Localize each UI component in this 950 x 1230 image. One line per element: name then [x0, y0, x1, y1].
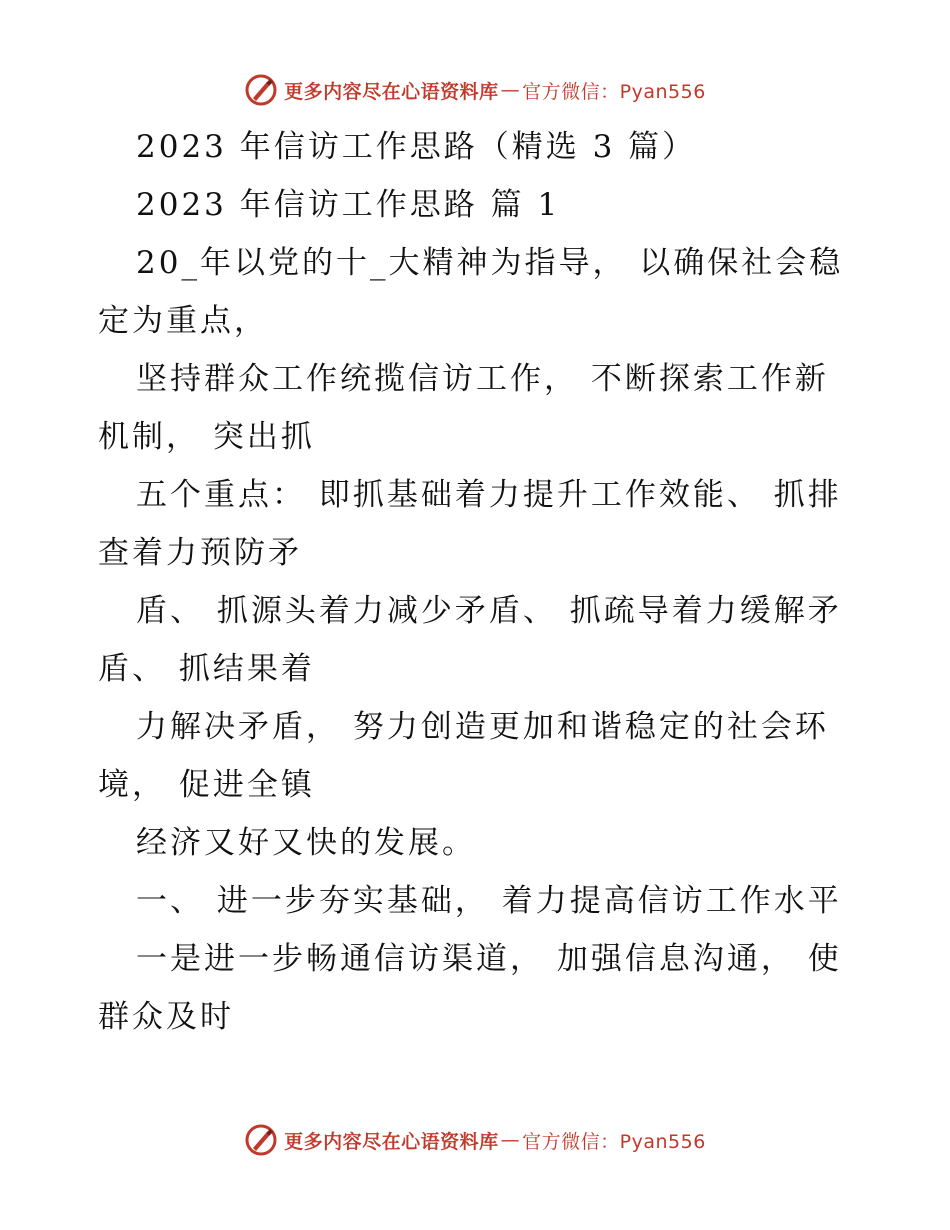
paragraph-line: 20_年以党的十_大精神为指导， 以确保社会稳 [136, 245, 844, 281]
watermark-wechat: 官方微信：Pyan556 [522, 80, 706, 103]
paragraph-line: 经济又好又快的发展。 [136, 825, 476, 861]
document-body [98, 118, 858, 1046]
paragraph-line: 境， 促进全镇 [98, 767, 315, 803]
doc-subtitle: 2023 年信访工作思路 篇 1 [136, 187, 561, 223]
watermark-wechat: 官方微信：Pyan556 [522, 1130, 706, 1153]
pen-logo-icon [244, 1123, 278, 1157]
watermark-separator: — [500, 79, 521, 101]
doc-title: 2023 年信访工作思路（精选 3 篇） [136, 129, 697, 165]
paragraph-line: 群众及时 [98, 999, 234, 1035]
watermark-text: 更多内容尽在心语资料库 [284, 1130, 499, 1153]
paragraph-line: 力解决矛盾， 努力创造更加和谐稳定的社会环 [136, 709, 829, 745]
paragraph-line: 查着力预防矛 [98, 535, 302, 571]
section-heading: 一、 进一步夯实基础， 着力提高信访工作水平 [136, 883, 842, 919]
footer-watermark [0, 1118, 950, 1162]
pen-logo-icon [244, 73, 278, 107]
paragraph-line: 坚持群众工作统揽信访工作， 不断探索工作新 [136, 361, 829, 397]
paragraph-line: 机制， 突出抓 [98, 419, 315, 455]
paragraph-line: 盾、 抓源头着力减少矛盾、 抓疏导着力缓解矛 [136, 593, 842, 629]
paragraph-line: 定为重点， [98, 303, 268, 339]
header-watermark [0, 68, 950, 112]
watermark-text: 更多内容尽在心语资料库 [284, 80, 499, 103]
paragraph-line: 一是进一步畅通信访渠道， 加强信息沟通， 使 [136, 941, 842, 977]
watermark-separator: — [500, 1129, 521, 1151]
paragraph-line: 盾、 抓结果着 [98, 651, 315, 687]
paragraph-line: 五个重点： 即抓基础着力提升工作效能、 抓排 [136, 477, 842, 513]
